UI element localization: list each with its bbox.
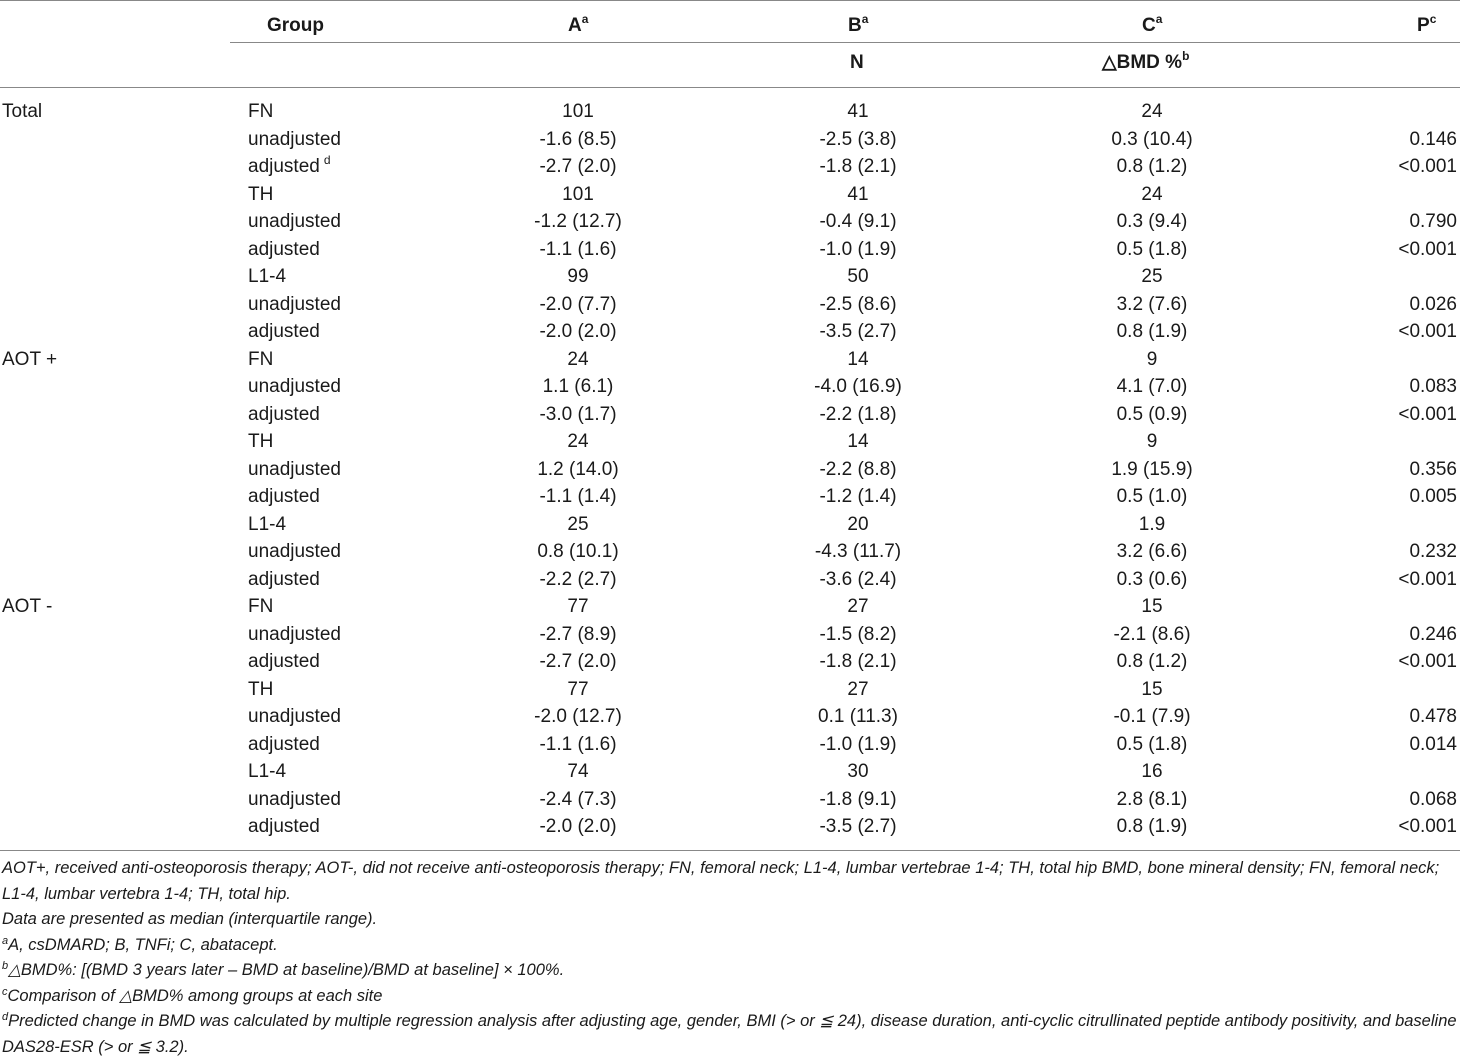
cell-col-a: 24 <box>567 348 589 370</box>
row-label-cell: adjusted $^d$ <box>248 153 331 177</box>
row-label-cell: unadjusted <box>248 788 341 810</box>
cell-col-a: 24 <box>567 431 589 452</box>
cell-col-a: -1.6 (8.5) <box>539 128 617 150</box>
footnote-text: Data are presented as median (interquartile range). <box>2 910 378 928</box>
footnote <box>2 933 1458 959</box>
cell-col-c: 15 <box>1141 596 1163 617</box>
row-label-cell: FN <box>248 348 274 370</box>
table-row <box>0 401 1460 429</box>
cell-col-c: 4.1 (7.0) <box>1116 376 1188 397</box>
cell-col-b: -2.5 (8.6) <box>819 293 897 315</box>
cell-col-b: 0.1 (11.3) <box>818 706 898 727</box>
cell-col-c: 0.3 (9.4) <box>1116 211 1188 232</box>
cell-col-b: 14 <box>847 348 869 370</box>
cell-p-value: <0.001 <box>1398 238 1457 260</box>
cell-col-a: -2.0 (2.0) <box>539 816 617 837</box>
cell-col-b: -2.2 (1.8) <box>819 403 897 425</box>
cell-col-b: 14 <box>847 431 869 452</box>
table-row <box>0 731 1460 759</box>
footnote-text: A, csDMARD; B, TNFi; C, abatacept. <box>8 935 278 954</box>
row-label-cell: unadjusted <box>248 706 341 727</box>
row-label-cell: unadjusted <box>248 128 341 150</box>
header-col-p: $P^c$ <box>1417 12 1437 36</box>
cell-col-b: -3.5 (2.7) <box>819 816 897 837</box>
table-row <box>0 373 1460 401</box>
cell-col-b: -1.8 (9.1) <box>819 788 897 810</box>
cell-col-b: -2.2 (8.8) <box>819 458 897 480</box>
row-label-cell: adjusted <box>248 733 320 755</box>
footnote-marker: d <box>323 153 331 167</box>
cell-col-c: 0.8 (1.9) <box>1116 816 1188 837</box>
footnote-text: Comparison of △BMD% among groups at each site <box>7 986 383 1005</box>
cell-col-a: 1.2 (14.0) <box>537 458 619 480</box>
cell-col-c: 3.2 (6.6) <box>1116 541 1188 562</box>
cell-p-value: 0.068 <box>1409 788 1457 810</box>
header-bottom-rule <box>0 87 1460 88</box>
footnote <box>2 984 1458 1010</box>
cell-col-c: 1.9 (15.9) <box>1111 458 1193 480</box>
header-col-a: $A^a$ <box>568 12 589 36</box>
row-label-cell: TH <box>248 678 274 700</box>
footnote-marker: a <box>2 934 9 947</box>
cell-p-value: <0.001 <box>1398 156 1457 177</box>
cell-col-b: -1.5 (8.2) <box>819 623 897 645</box>
cell-p-value: 0.005 <box>1409 486 1457 507</box>
footnote-text: △BMD%: [(BMD 3 years later – BMD at baseline)/BMD at baseline] × 100%. <box>8 961 565 979</box>
table-row <box>0 181 1460 209</box>
cell-col-b: -2.5 (3.8) <box>819 128 897 150</box>
cell-col-b: 41 <box>847 183 869 205</box>
cell-col-b: -4.0 (16.9) <box>814 376 902 397</box>
table-row <box>0 703 1460 731</box>
cell-col-a: 0.8 (10.1) <box>537 541 619 562</box>
cell-col-c: 24 <box>1141 101 1163 122</box>
row-label-cell: unadjusted <box>248 293 341 315</box>
table-row <box>0 208 1460 236</box>
cell-col-a: 101 <box>562 101 594 122</box>
cell-col-c: -2.1 (8.6) <box>1113 623 1191 645</box>
header-col-b: $B^a$ <box>848 12 869 36</box>
row-label-cell: adjusted <box>248 816 320 837</box>
cell-col-a: 74 <box>567 761 589 782</box>
cell-col-c: 0.5 (0.9) <box>1116 403 1188 425</box>
cell-col-a: -2.7 (2.0) <box>539 651 617 672</box>
cell-p-value: <0.001 <box>1398 816 1457 837</box>
cell-col-a: -2.0 (12.7) <box>534 706 622 727</box>
cell-col-b: -1.2 (1.4) <box>819 486 897 507</box>
row-label-cell: adjusted <box>248 238 320 260</box>
table-row <box>0 98 1460 126</box>
cell-col-a: -2.7 (8.9) <box>539 623 617 645</box>
cell-col-c: 0.8 (1.9) <box>1116 321 1188 342</box>
cell-col-b: 50 <box>847 266 869 287</box>
cell-col-a: 25 <box>567 513 589 535</box>
cell-col-a: -2.0 (7.7) <box>539 293 617 315</box>
table-row <box>0 566 1460 594</box>
header-n-label: N <box>850 52 864 73</box>
row-label-cell: TH <box>248 183 274 205</box>
cell-col-a: 77 <box>567 678 589 700</box>
cell-p-value: <0.001 <box>1398 321 1457 342</box>
footnote-marker: b <box>2 960 9 972</box>
header-col-c: $C^a$ <box>1142 12 1163 36</box>
footnote <box>2 856 1458 907</box>
table-bottom-rule <box>0 850 1460 851</box>
footnote-marker: c <box>2 985 8 998</box>
cell-col-a: -2.4 (7.3) <box>539 788 617 810</box>
row-label-cell: adjusted <box>248 651 320 672</box>
table-row <box>0 676 1460 704</box>
cell-col-c: 0.8 (1.2) <box>1116 651 1188 672</box>
cell-col-c: -0.1 (7.9) <box>1113 706 1191 727</box>
cell-col-c: 0.3 (10.4) <box>1111 128 1193 150</box>
table-row <box>0 291 1460 319</box>
cell-p-value: 0.246 <box>1409 623 1457 645</box>
row-group-cell: Total <box>2 101 43 122</box>
table-row <box>0 318 1460 346</box>
cell-col-c: 0.5 (1.0) <box>1116 486 1188 507</box>
table-row <box>0 813 1460 841</box>
header-group: Group <box>267 15 324 36</box>
table-row <box>0 153 1460 181</box>
cell-col-c: 9 <box>1146 431 1158 452</box>
cell-col-a: -3.0 (1.7) <box>539 403 617 425</box>
row-group-cell: AOT + <box>2 348 58 370</box>
row-label-cell: unadjusted <box>248 623 341 645</box>
cell-col-a: -1.1 (1.6) <box>539 238 617 260</box>
cell-col-a: 77 <box>567 596 589 617</box>
cell-p-value: 0.026 <box>1409 293 1457 315</box>
cell-col-b: -3.5 (2.7) <box>819 321 897 342</box>
footnote-marker: d <box>2 1011 9 1023</box>
table-row <box>0 538 1460 566</box>
table-row <box>0 483 1460 511</box>
table-row <box>0 593 1460 621</box>
cell-col-a: -2.2 (2.7) <box>539 568 617 590</box>
cell-col-b: -1.0 (1.9) <box>819 733 897 755</box>
cell-col-b: -4.3 (11.7) <box>814 541 902 562</box>
cell-col-b: 27 <box>847 596 869 617</box>
cell-p-value: <0.001 <box>1398 403 1457 425</box>
cell-col-c: 0.8 (1.2) <box>1116 156 1188 177</box>
cell-col-c: 15 <box>1141 678 1163 700</box>
cell-col-c: 0.3 (0.6) <box>1116 568 1188 590</box>
footnote-text: AOT+, received anti-osteoporosis therapy; AOT-, did not receive anti-osteoporosis therapy; FN, femoral neck; L1-4, lumbar vertebrae 1-4; TH, total hip BMD, bone mineral density; FN, femoral neck; L1-4, lumbar vertebra 1-4; TH, total hip. <box>2 859 1440 903</box>
table-footnotes <box>2 856 1458 1060</box>
cell-p-value: <0.001 <box>1398 568 1457 590</box>
table-row <box>0 236 1460 264</box>
header-bmd-label: △BMD %$^b$ <box>1102 49 1190 73</box>
header-mid-rule <box>230 42 1460 43</box>
table-row <box>0 346 1460 374</box>
cell-col-b: 30 <box>847 761 869 782</box>
row-label-cell: unadjusted <box>248 211 341 232</box>
footnote <box>2 1009 1458 1060</box>
table-row <box>0 428 1460 456</box>
footnote <box>2 958 1458 984</box>
cell-col-c: 2.8 (8.1) <box>1116 788 1188 810</box>
cell-p-value: 0.356 <box>1409 458 1457 480</box>
cell-p-value: 0.146 <box>1409 128 1457 150</box>
cell-col-a: -1.2 (12.7) <box>534 211 622 232</box>
cell-col-c: 9 <box>1146 348 1158 370</box>
cell-col-c: 24 <box>1141 183 1163 205</box>
table-row <box>0 648 1460 676</box>
cell-col-b: 27 <box>847 678 869 700</box>
row-label-cell: adjusted <box>248 568 320 590</box>
table-row <box>0 621 1460 649</box>
table-body <box>0 98 1460 841</box>
table-row <box>0 456 1460 484</box>
table-row <box>0 263 1460 291</box>
row-label-cell: L1-4 <box>248 761 287 782</box>
cell-p-value: 0.232 <box>1409 541 1457 562</box>
cell-col-c: 16 <box>1141 761 1163 782</box>
cell-col-b: -1.8 (2.1) <box>819 156 897 177</box>
row-label-cell: FN <box>248 101 274 122</box>
footnote-text: Predicted change in BMD was calculated by multiple regression analysis after adjusting age, gender, BMI (> or ≦ 24), disease duration, anti-cyclic citrullinated peptide antibody positivity, and baseline DAS28-ESR (> or ≦ 3.2). <box>2 1012 1457 1056</box>
row-label-cell: L1-4 <box>248 266 287 287</box>
row-label-cell: adjusted <box>248 486 320 507</box>
cell-col-a: -1.1 (1.4) <box>539 486 617 507</box>
cell-col-a: -2.7 (2.0) <box>539 156 617 177</box>
table-row <box>0 758 1460 786</box>
cell-p-value: 0.083 <box>1409 376 1457 397</box>
row-label-cell: FN <box>248 596 274 617</box>
cell-col-c: 3.2 (7.6) <box>1116 293 1188 315</box>
row-label-cell: adjusted <box>248 321 320 342</box>
row-label-cell: unadjusted <box>248 541 341 562</box>
row-label-cell: TH <box>248 431 274 452</box>
table-row <box>0 786 1460 814</box>
cell-col-a: -1.1 (1.6) <box>539 733 617 755</box>
cell-col-b: 41 <box>847 101 869 122</box>
cell-p-value: 0.478 <box>1409 706 1457 727</box>
cell-col-a: 101 <box>562 183 594 205</box>
cell-col-a: -2.0 (2.0) <box>539 321 617 342</box>
cell-p-value: <0.001 <box>1398 651 1457 672</box>
cell-col-b: 20 <box>847 513 869 535</box>
cell-col-c: 0.5 (1.8) <box>1116 733 1188 755</box>
row-label-cell: L1-4 <box>248 513 287 535</box>
cell-col-b: -3.6 (2.4) <box>819 568 897 590</box>
cell-col-c: 1.9 <box>1138 513 1166 535</box>
table-row <box>0 511 1460 539</box>
table-row <box>0 126 1460 154</box>
cell-p-value: 0.014 <box>1409 733 1457 755</box>
cell-col-b: -1.8 (2.1) <box>819 651 897 672</box>
cell-col-b: -1.0 (1.9) <box>819 238 897 260</box>
table-top-rule <box>0 0 1460 1</box>
row-group-cell: AOT - <box>2 596 53 617</box>
cell-col-b: -0.4 (9.1) <box>819 211 897 232</box>
cell-col-c: 0.5 (1.8) <box>1116 238 1188 260</box>
cell-p-value: 0.790 <box>1409 211 1457 232</box>
cell-col-a: 99 <box>567 266 589 287</box>
footnote <box>2 907 1458 933</box>
row-label-cell: unadjusted <box>248 376 341 397</box>
cell-col-c: 25 <box>1141 266 1163 287</box>
row-label-cell: adjusted <box>248 403 320 425</box>
row-label-cell: unadjusted <box>248 458 341 480</box>
cell-col-a: 1.1 (6.1) <box>542 376 614 397</box>
